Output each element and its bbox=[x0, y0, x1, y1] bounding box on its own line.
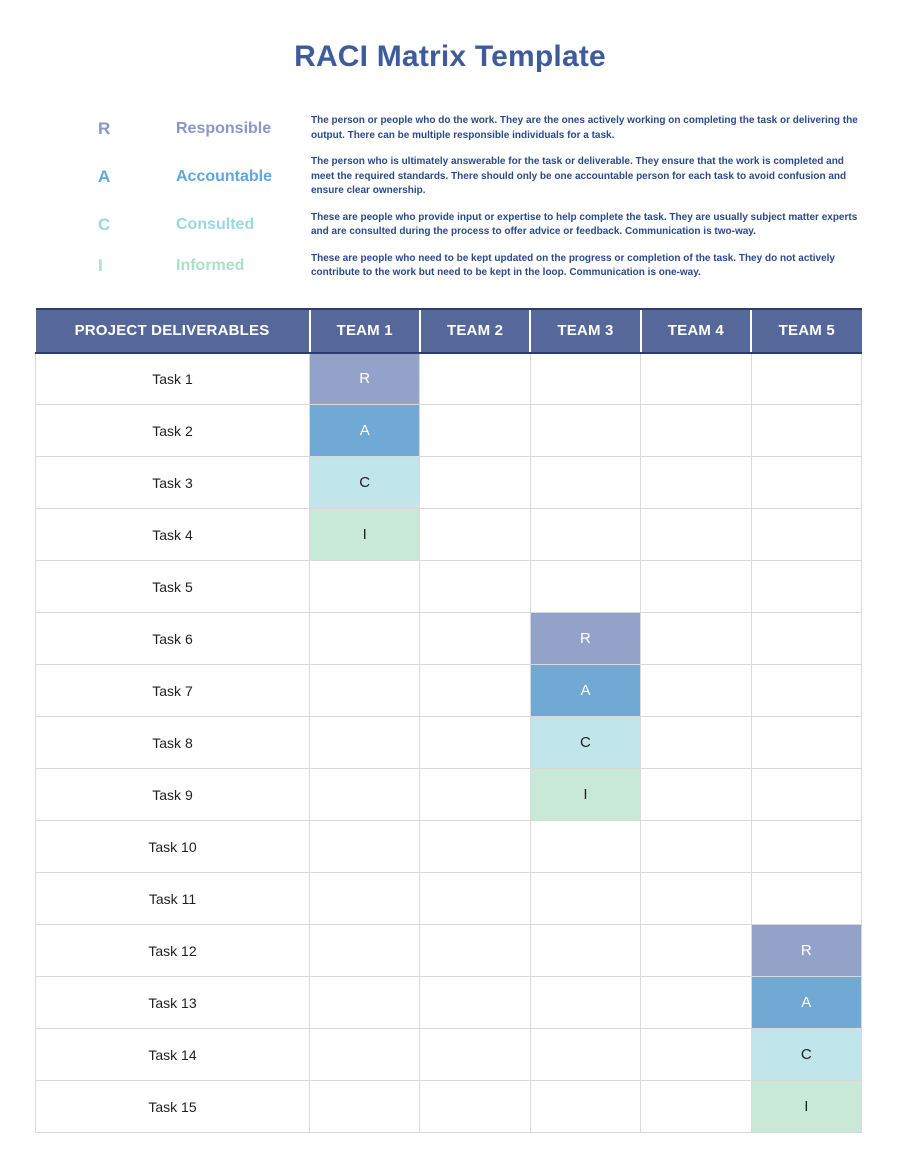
matrix-cell-empty bbox=[310, 769, 420, 821]
table-row bbox=[36, 1081, 862, 1133]
matrix-cell-empty bbox=[310, 561, 420, 613]
matrix-cell-empty bbox=[310, 665, 420, 717]
raci-cell-I: I bbox=[310, 509, 420, 561]
task-label-cell: Task 2 bbox=[36, 405, 310, 457]
table-row bbox=[36, 405, 862, 457]
matrix-cell-empty bbox=[310, 821, 420, 873]
task-label-cell: Task 12 bbox=[36, 925, 310, 977]
table-row bbox=[36, 977, 862, 1029]
raci-cell-R: R bbox=[530, 613, 640, 665]
task-label-cell: Task 11 bbox=[36, 873, 310, 925]
matrix-body bbox=[36, 353, 862, 1133]
matrix-cell-empty bbox=[420, 717, 530, 769]
matrix-cell-empty bbox=[751, 561, 861, 613]
table-row bbox=[36, 821, 862, 873]
matrix-cell-empty bbox=[641, 821, 751, 873]
header-team-3: TEAM 3 bbox=[530, 309, 640, 353]
matrix-cell-empty bbox=[641, 977, 751, 1029]
task-label-cell: Task 8 bbox=[36, 717, 310, 769]
legend-letter: A bbox=[98, 166, 111, 186]
matrix-cell-empty bbox=[751, 873, 861, 925]
page-title: RACI Matrix Template bbox=[294, 40, 606, 73]
matrix-cell-empty bbox=[420, 977, 530, 1029]
matrix-cell-empty bbox=[641, 717, 751, 769]
matrix-cell-empty bbox=[530, 561, 640, 613]
raci-cell-R: R bbox=[751, 925, 861, 977]
matrix-cell-empty bbox=[420, 873, 530, 925]
table-row bbox=[36, 613, 862, 665]
legend-item-responsible bbox=[86, 114, 858, 143]
matrix-cell-empty bbox=[420, 1029, 530, 1081]
matrix-cell-empty bbox=[420, 925, 530, 977]
matrix-cell-empty bbox=[310, 977, 420, 1029]
raci-cell-C: C bbox=[751, 1029, 861, 1081]
matrix-cell-empty bbox=[530, 977, 640, 1029]
legend-description: The person or people who do the work. They are the ones actively working on completing the task or delivering the output. There can be multiple responsible individuals for a task. bbox=[311, 115, 858, 141]
matrix-cell-empty bbox=[751, 665, 861, 717]
task-label-cell: Task 1 bbox=[36, 353, 310, 405]
matrix-cell-empty bbox=[530, 1081, 640, 1133]
matrix-cell-empty bbox=[641, 1081, 751, 1133]
matrix-cell-empty bbox=[641, 405, 751, 457]
task-label-cell: Task 15 bbox=[36, 1081, 310, 1133]
matrix-cell-empty bbox=[310, 873, 420, 925]
table-row bbox=[36, 353, 862, 405]
matrix-cell-empty bbox=[641, 769, 751, 821]
matrix-cell-empty bbox=[310, 925, 420, 977]
raci-cell-A: A bbox=[530, 665, 640, 717]
matrix-cell-empty bbox=[751, 353, 861, 405]
header-team-5: TEAM 5 bbox=[751, 309, 861, 353]
matrix-cell-empty bbox=[751, 457, 861, 509]
table-row bbox=[36, 457, 862, 509]
task-label-cell: Task 7 bbox=[36, 665, 310, 717]
legend-label: Consulted bbox=[176, 216, 255, 233]
raci-cell-A: A bbox=[751, 977, 861, 1029]
legend-item-consulted bbox=[86, 211, 858, 240]
legend-label: Accountable bbox=[176, 167, 273, 185]
task-label-cell: Task 3 bbox=[36, 457, 310, 509]
matrix-cell-empty bbox=[310, 1081, 420, 1133]
legend-letter: I bbox=[98, 256, 103, 275]
header-row bbox=[36, 309, 862, 353]
task-label-cell: Task 10 bbox=[36, 821, 310, 873]
matrix-cell-empty bbox=[310, 613, 420, 665]
raci-cell-I: I bbox=[751, 1081, 861, 1133]
matrix-cell-empty bbox=[641, 613, 751, 665]
matrix-cell-empty bbox=[420, 1081, 530, 1133]
table-row bbox=[36, 769, 862, 821]
table-row bbox=[36, 925, 862, 977]
legend-item-accountable bbox=[86, 155, 858, 199]
matrix-cell-empty bbox=[530, 1029, 640, 1081]
matrix-cell-empty bbox=[420, 509, 530, 561]
matrix-cell-empty bbox=[420, 769, 530, 821]
task-label-cell: Task 14 bbox=[36, 1029, 310, 1081]
matrix-cell-empty bbox=[751, 405, 861, 457]
legend-description: These are people who provide input or expertise to help complete the task. They are usually subject matter experts and are consulted during the process to offer advice or feedback. Communication is two-way. bbox=[311, 211, 858, 237]
task-label-cell: Task 6 bbox=[36, 613, 310, 665]
raci-cell-C: C bbox=[530, 717, 640, 769]
matrix-cell-empty bbox=[530, 821, 640, 873]
table-row bbox=[36, 509, 862, 561]
table-row bbox=[36, 665, 862, 717]
matrix-cell-empty bbox=[530, 353, 640, 405]
task-label-cell: Task 5 bbox=[36, 561, 310, 613]
header-team-1: TEAM 1 bbox=[310, 309, 420, 353]
matrix-cell-empty bbox=[641, 925, 751, 977]
matrix-cell-empty bbox=[751, 769, 861, 821]
matrix-cell-empty bbox=[420, 821, 530, 873]
matrix-cell-empty bbox=[420, 665, 530, 717]
matrix-cell-empty bbox=[420, 353, 530, 405]
matrix-cell-empty bbox=[530, 457, 640, 509]
header-project-deliverables: PROJECT DELIVERABLES bbox=[36, 309, 310, 353]
task-label-cell: Task 13 bbox=[36, 977, 310, 1029]
matrix-cell-empty bbox=[751, 717, 861, 769]
matrix-cell-empty bbox=[530, 925, 640, 977]
matrix-cell-empty bbox=[641, 1029, 751, 1081]
matrix-cell-empty bbox=[420, 457, 530, 509]
matrix-header bbox=[36, 309, 862, 353]
matrix-cell-empty bbox=[641, 873, 751, 925]
legend-label: Responsible bbox=[176, 119, 272, 137]
matrix-cell-empty bbox=[641, 457, 751, 509]
legend-item-informed bbox=[86, 252, 858, 281]
matrix-cell-empty bbox=[641, 665, 751, 717]
table-row bbox=[36, 717, 862, 769]
table-row bbox=[36, 561, 862, 613]
header-team-4: TEAM 4 bbox=[641, 309, 751, 353]
matrix-cell-empty bbox=[530, 873, 640, 925]
matrix-cell-empty bbox=[641, 509, 751, 561]
task-label-cell: Task 4 bbox=[36, 509, 310, 561]
legend-letter: R bbox=[98, 118, 111, 138]
legend-description: These are people who need to be kept updated on the progress or completion of the task. They do not actively contribute to the work but need to be kept in the loop. Communication is one-way. bbox=[311, 252, 835, 278]
raci-matrix-table bbox=[35, 308, 862, 1134]
table-row bbox=[36, 873, 862, 925]
table-row bbox=[36, 1029, 862, 1081]
matrix-cell-empty bbox=[641, 561, 751, 613]
task-label-cell: Task 9 bbox=[36, 769, 310, 821]
legend-letter: C bbox=[98, 215, 111, 234]
legend-description: The person who is ultimately answerable for the task or deliverable. They ensure that the work is completed and meet the required standards. There should only be one accountable person for each task to avoid confusion and ensure clear ownership. bbox=[311, 156, 847, 196]
raci-cell-C: C bbox=[310, 457, 420, 509]
matrix-cell-empty bbox=[530, 509, 640, 561]
header-team-2: TEAM 2 bbox=[420, 309, 530, 353]
matrix-cell-empty bbox=[310, 717, 420, 769]
raci-legend bbox=[86, 114, 858, 281]
matrix-cell-empty bbox=[751, 509, 861, 561]
matrix-cell-empty bbox=[530, 405, 640, 457]
matrix-cell-empty bbox=[420, 613, 530, 665]
raci-cell-I: I bbox=[530, 769, 640, 821]
matrix-cell-empty bbox=[310, 1029, 420, 1081]
matrix-cell-empty bbox=[751, 613, 861, 665]
legend-label: Informed bbox=[176, 257, 245, 274]
matrix-cell-empty bbox=[420, 405, 530, 457]
raci-cell-A: A bbox=[310, 405, 420, 457]
matrix-cell-empty bbox=[420, 561, 530, 613]
matrix-cell-empty bbox=[751, 821, 861, 873]
raci-cell-R: R bbox=[310, 353, 420, 405]
matrix-cell-empty bbox=[641, 353, 751, 405]
